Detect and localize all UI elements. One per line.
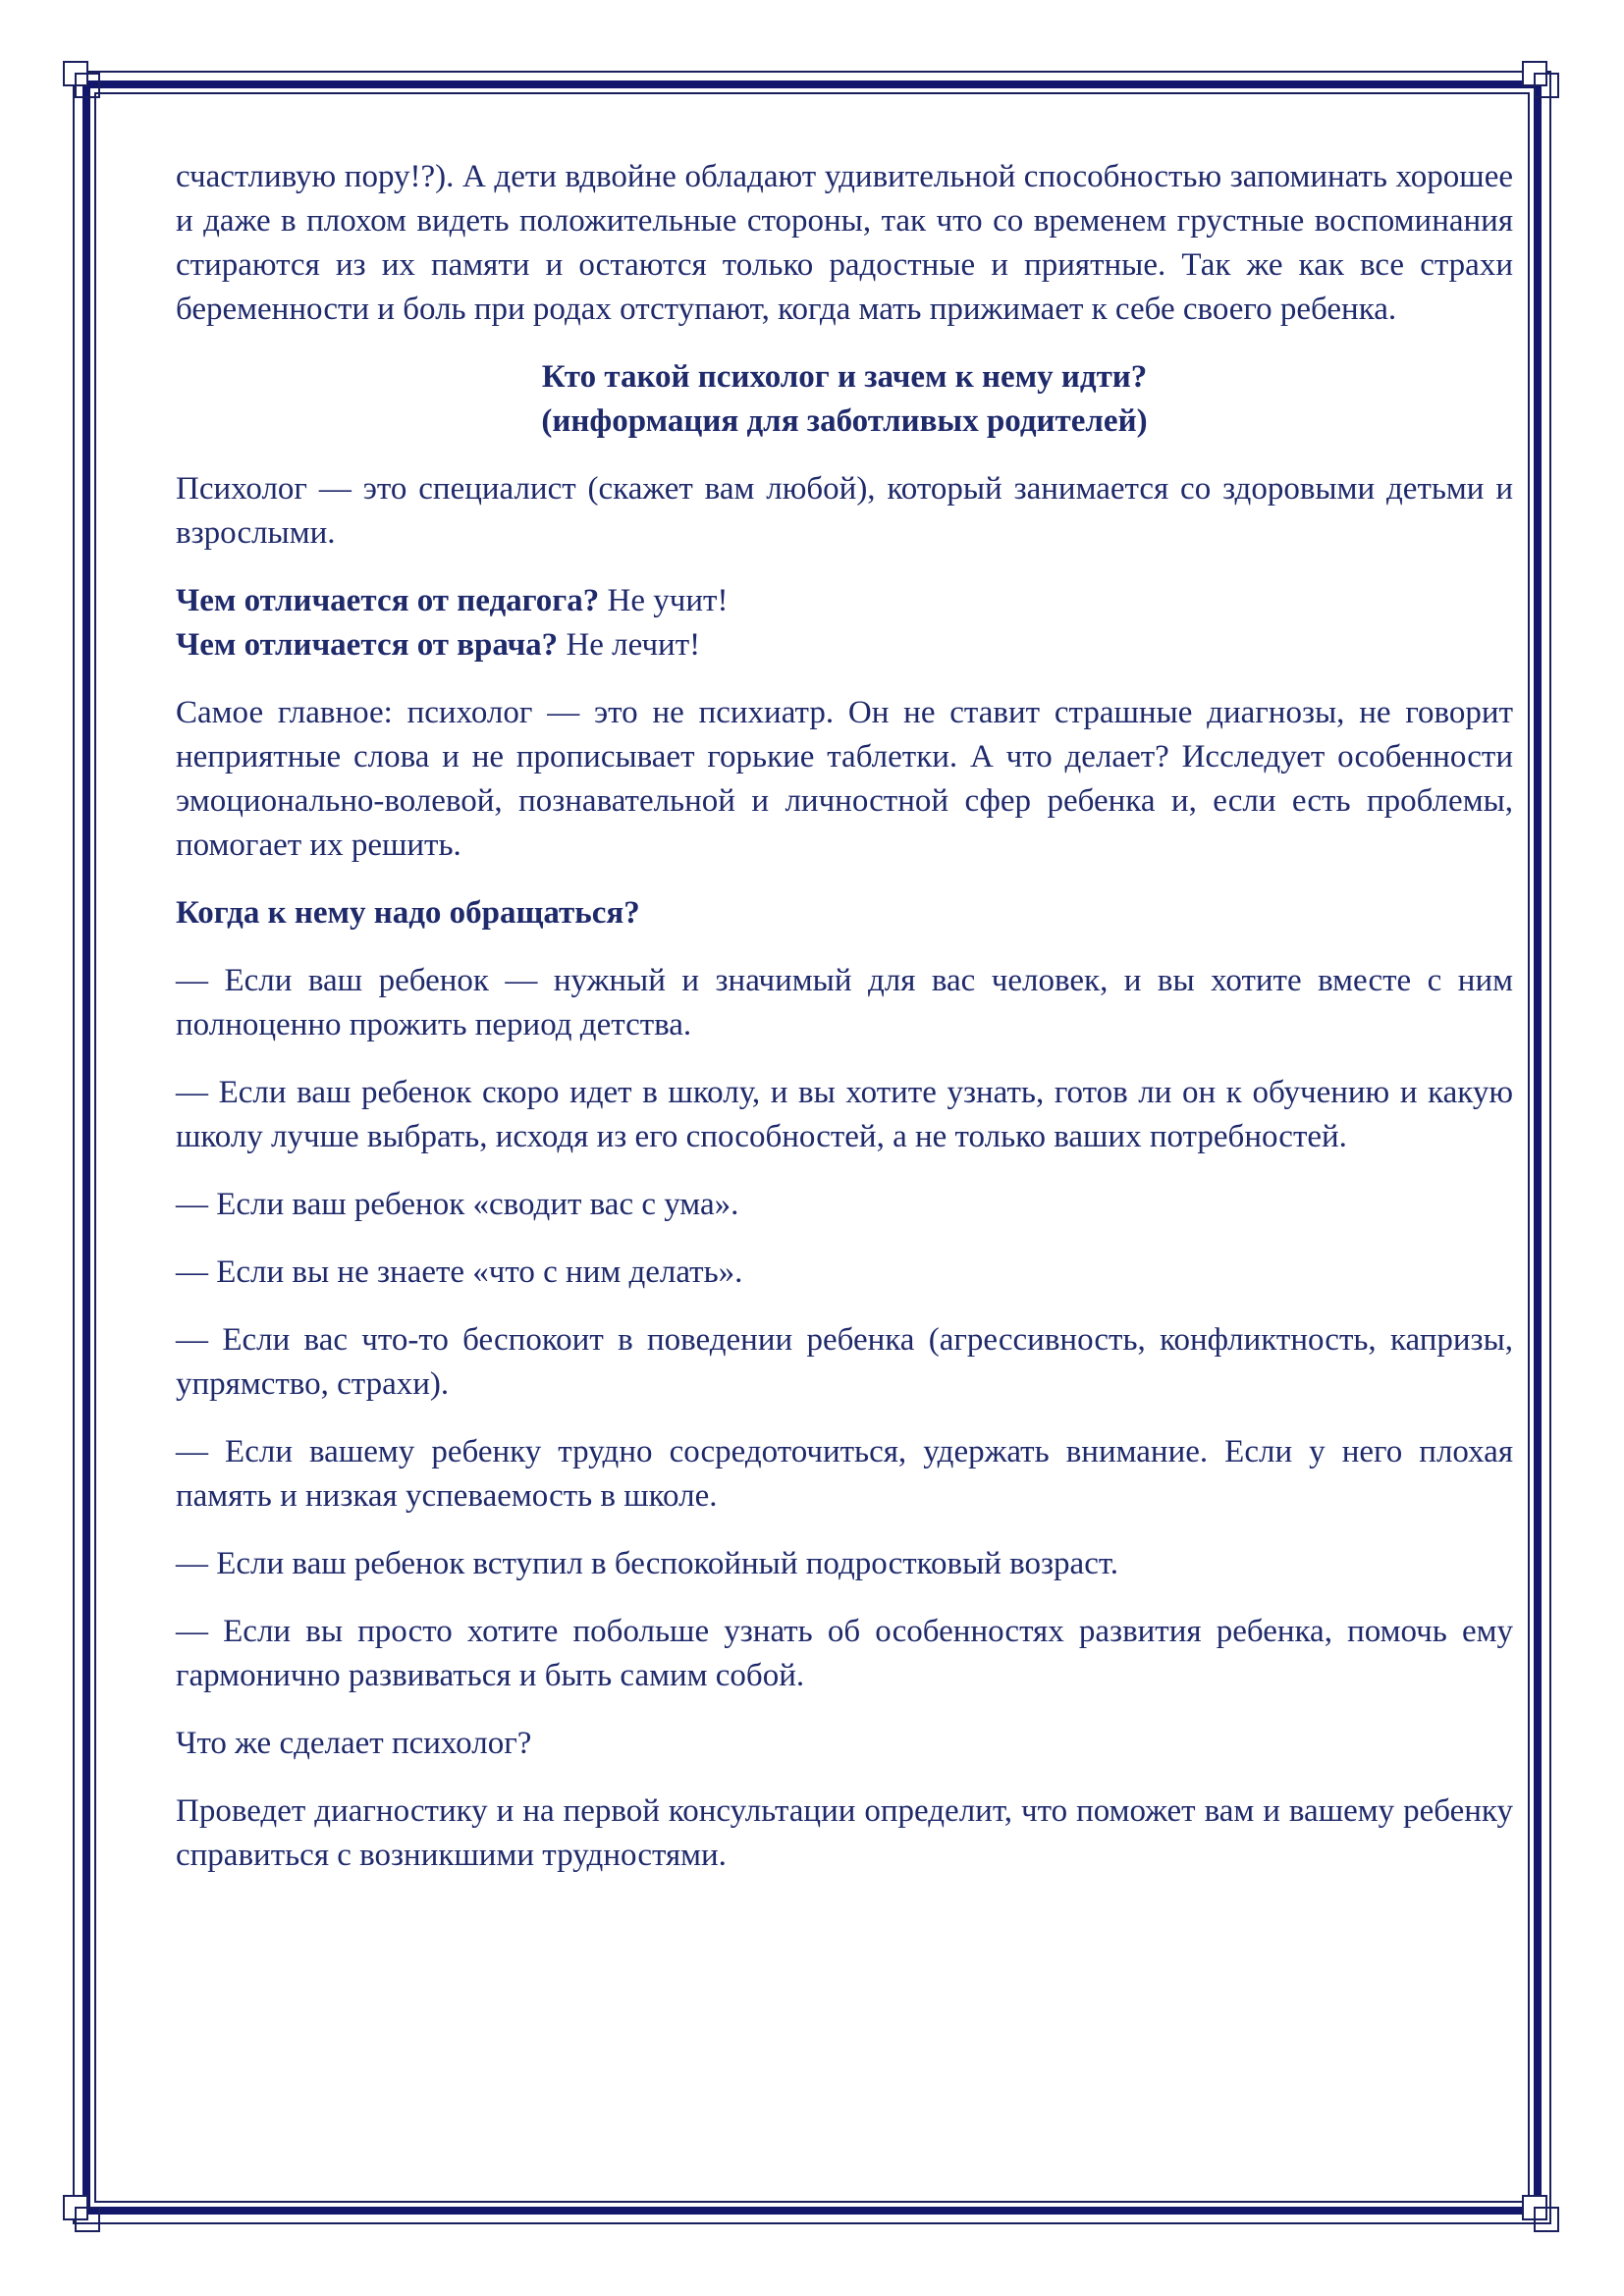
list-item: — Если вы не знаете «что с ним делать».	[176, 1255, 743, 1290]
corner-ornament-bottom-left	[63, 2195, 102, 2234]
corner-ornament-bottom-right	[1522, 2195, 1561, 2234]
definition-paragraph: Психолог — это специалист (скажет вам любой), который занимается со здоровыми детьми и взрослыми.	[176, 471, 1513, 551]
teacher-difference	[176, 579, 1513, 623]
list-item: — Если вас что-то беспокоит в поведении ребенка (агрессивность, конфликтность, капризы, упрямство, страхи).	[176, 1322, 1513, 1402]
list-item: — Если вы просто хотите побольше узнать об особенностях развития ребенка, помочь ему гармонично развиваться и быть самим собой.	[176, 1614, 1513, 1693]
closing-paragraph: Проведет диагностику и на первой консультации определит, что поможет вам и вашему ребенку справиться с возникшими трудностями.	[176, 1793, 1513, 1873]
section-title-line1: Кто такой психолог и зачем к нему идти?	[541, 359, 1148, 395]
teacher-question: Чем отличается от педагога?	[176, 583, 600, 618]
doctor-question: Чем отличается от врача?	[176, 627, 559, 663]
teacher-answer: Не учит!	[607, 583, 729, 618]
list-item: — Если ваш ребенок вступил в беспокойный подростковый возраст.	[176, 1546, 1119, 1581]
when-heading: Когда к нему надо обращаться?	[176, 895, 640, 931]
doctor-difference	[176, 623, 1513, 667]
list-item: — Если вашему ребенку трудно сосредоточиться, удержать внимание. Если у него плохая память и низкая успеваемость в школе.	[176, 1434, 1513, 1514]
intro-paragraph: счастливую пору!?). А дети вдвойне обладают удивительной способностью запоминать хорошее и даже в плохом видеть положительные стороны, так что со временем грустные воспоминания стираются из их памяти и остаются только радостные и приятные. Так же как все страхи беременности и боль при родах отступают, когда мать прижимает к себе своего ребенка.	[176, 159, 1513, 327]
corner-ornament-top-left	[63, 61, 102, 100]
section-title-line2: (информация для заботливых родителей)	[541, 403, 1148, 439]
list-item: — Если ваш ребенок — нужный и значимый для вас человек, и вы хотите вместе с ним полноценно прожить период детства.	[176, 963, 1513, 1042]
document-body	[176, 155, 1513, 1901]
doctor-answer: Не лечит!	[566, 627, 701, 663]
corner-ornament-top-right	[1522, 61, 1561, 100]
list-item: — Если ваш ребенок «сводит вас с ума».	[176, 1187, 739, 1222]
main-point-paragraph: Самое главное: психолог — это не психиатр. Он не ставит страшные диагнозы, не говорит неприятные слова и не прописывает горькие таблетки. А что делает? Исследует особенности эмоционально-волевой, познавательной и личностной сфер ребенка и, если есть проблемы, помогает их решить.	[176, 695, 1513, 863]
list-item: — Если ваш ребенок скоро идет в школу, и вы хотите узнать, готов ли он к обучению и какую школу лучше выбрать, исходя из его способностей, а не только ваших потребностей.	[176, 1075, 1513, 1154]
what-psychologist-does: Что же сделает психолог?	[176, 1726, 532, 1761]
